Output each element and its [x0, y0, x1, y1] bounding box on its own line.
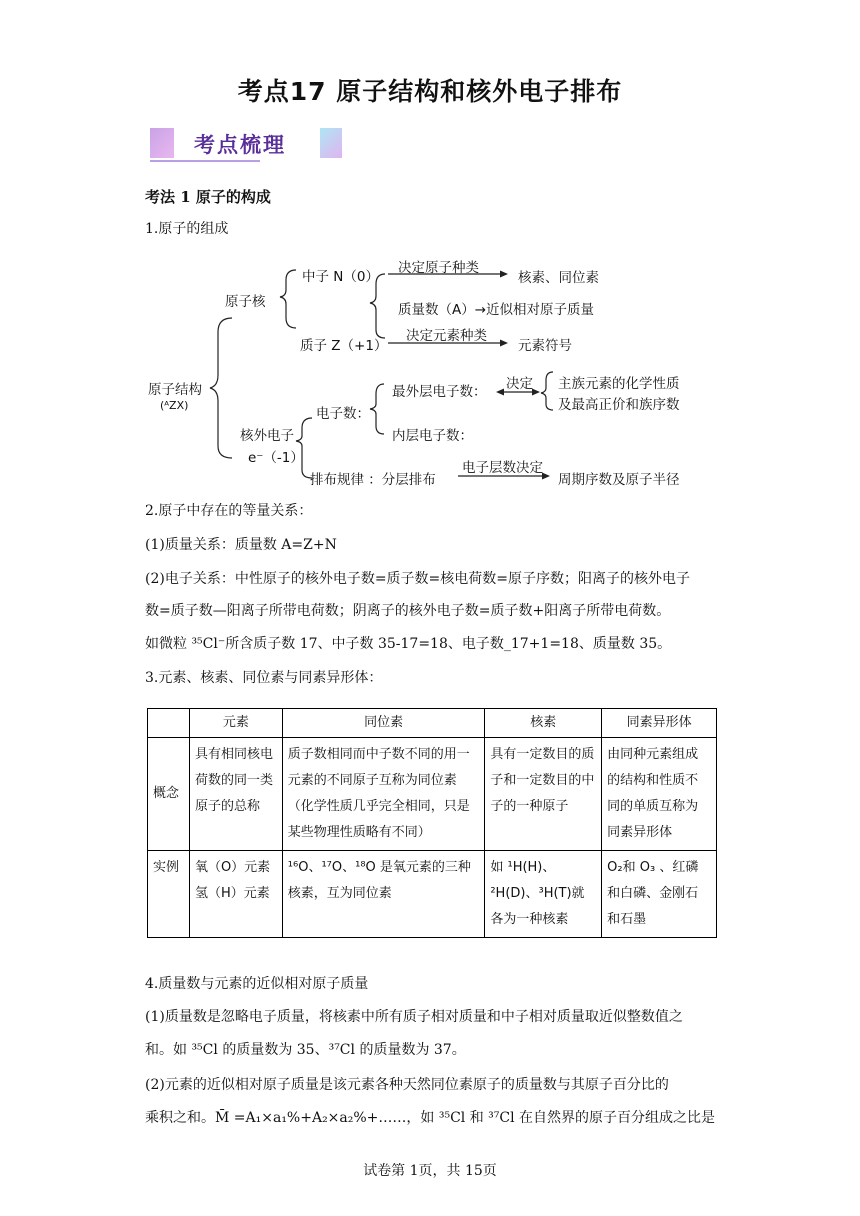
relative-mass-line-1: (2)元素的近似相对原子质量是该元素各种天然同位素原子的质量数与其原子百分比的	[145, 1077, 669, 1093]
item-2-heading: 2.原子中存在的等量关系：	[145, 503, 313, 519]
diagram-highest-valence: 及最高正价和族序数	[558, 397, 680, 413]
mass-relation: (1)质量关系：质量数 A=Z+N	[145, 537, 337, 553]
diagram-nuclide-isotope: 核素、同位素	[518, 270, 599, 286]
diagram-inner: 内层电子数：	[392, 428, 473, 444]
table-cell: 实例	[148, 851, 190, 938]
diagram-neutron: 中子 N（0）	[302, 269, 379, 285]
table-cell: O₂和 O₃ 、红磷和白磷、金刚石和石墨	[602, 851, 717, 938]
cl-example: 如微粒 ³⁵Cl⁻所含质子数 17、中子数 35-17=18、电子数_17+1=18、质量数 35。	[145, 636, 672, 652]
table-row	[148, 738, 717, 851]
diagram-electron-charge: e⁻（-1）	[248, 450, 304, 466]
diagram-outermost: 最外层电子数：	[392, 384, 487, 400]
diagram-decide-species: 决定原子种类	[398, 260, 479, 276]
table-cell: 质子数相同而中子数不同的用一元素的不同原子互称为同位素（化学性质几乎完全相同，只是某些物理性质略有不同）	[282, 738, 485, 851]
diagram-element-symbol: 元素符号	[518, 338, 572, 354]
diagram-electron-count: 电子数：	[316, 406, 370, 422]
banner-text: 考点梳理	[194, 133, 286, 157]
item-1-heading: 1.原子的组成	[145, 221, 229, 237]
page-title: 考点17 原子结构和核外电子排布	[237, 77, 623, 106]
item-4-heading: 4.质量数与元素的近似相对原子质量	[145, 976, 369, 992]
atom-structure-diagram	[0, 0, 860, 500]
table-cell: 如 ¹H(H)、²H(D)、³H(T)就各为一种核素	[485, 851, 602, 938]
mass-number-def-line-1: (1)质量数是忽略电子质量，将核素中所有质子相对质量和中子相对质量取近似整数值之	[145, 1009, 683, 1025]
table-cell: 具有一定数目的质子和一定数目的中子的一种原子	[485, 738, 602, 851]
diagram-chem-prop: 主族元素的化学性质	[558, 376, 680, 392]
table-cell: ¹⁶O、¹⁷O、¹⁸O 是氧元素的三种核素，互为同位素	[282, 851, 485, 938]
table-header-cell: 元素	[189, 709, 282, 738]
diagram-nucleus: 原子核	[225, 294, 266, 310]
diagram-layer-decide: 电子层数决定	[462, 460, 543, 476]
mass-number-def-line-2: 和。如 ³⁵Cl 的质量数为 35、³⁷Cl 的质量数为 37。	[145, 1042, 466, 1058]
table-header-cell: 核素	[485, 709, 602, 738]
table-cell: 具有相同核电荷数的同一类原子的总称	[189, 738, 282, 851]
diagram-root: 原子结构	[148, 382, 202, 398]
page-footer: 试卷第 1页，共 15页	[363, 1163, 497, 1179]
table-header-cell	[148, 709, 190, 738]
diagram-outer-electron: 核外电子	[240, 428, 294, 444]
item-3-heading: 3.元素、核素、同位素与同素异形体：	[145, 670, 383, 686]
element-comparison-table	[147, 708, 717, 938]
table-header-row	[148, 709, 717, 738]
table-cell: 由同种元素组成的结构和性质不同的单质互称为同素异形体	[602, 738, 717, 851]
diagram-decide: 决定	[506, 376, 533, 392]
table-header-cell: 同素异形体	[602, 709, 717, 738]
diagram-arrange-rule: 排布规律 ：分层排布	[310, 472, 436, 488]
diagram-decide-element: 决定元素种类	[406, 328, 487, 344]
table-cell: 氧（O）元素 氢（H）元素	[189, 851, 282, 938]
diagram-period-radius: 周期序数及原子半径	[558, 472, 680, 488]
diagram-root-symbol: (ᴬZX)	[160, 399, 189, 412]
relative-mass-line-2: 乘积之和。M̄ =A₁×a₁%+A₂×a₂%+……，如 ³⁵Cl 和 ³⁷Cl 在自然界的原子百分组成之比是	[145, 1110, 716, 1126]
electron-relation-line-1: (2)电子关系：中性原子的核外电子数=质子数=核电荷数=原子序数；阳离子的核外电子	[145, 571, 691, 587]
section-heading: 考法 1 原子的构成	[145, 188, 271, 206]
table-row	[148, 851, 717, 938]
table-cell: 概念	[148, 738, 190, 851]
diagram-proton: 质子 Z（+1）	[300, 338, 388, 354]
diagram-mass-number: 质量数（A）→近似相对原子质量	[398, 302, 595, 318]
table-header-cell: 同位素	[282, 709, 485, 738]
electron-relation-line-2: 数=质子数—阳离子所带电荷数；阴离子的核外电子数=质子数+阳离子所带电荷数。	[145, 603, 671, 619]
